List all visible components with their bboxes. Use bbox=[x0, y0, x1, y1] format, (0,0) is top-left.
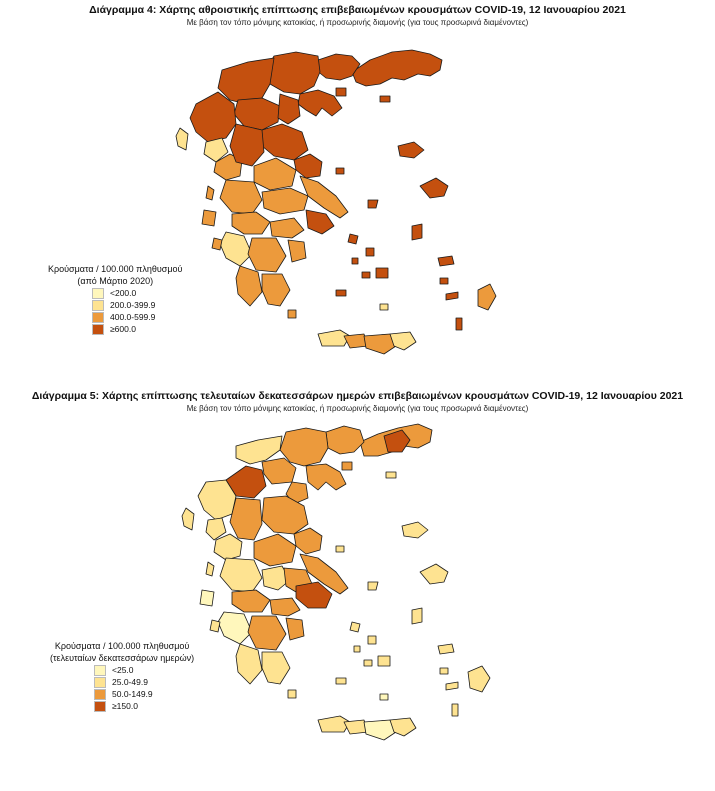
legend-label: 25.0-49.9 bbox=[112, 677, 148, 687]
legend-label: ≥150.0 bbox=[112, 701, 138, 711]
region-argolida bbox=[288, 240, 306, 262]
legend-item bbox=[94, 700, 194, 712]
legend-item bbox=[92, 311, 182, 323]
legend-subtitle: (τελευταίων δεκατεσσάρων ημερών) bbox=[50, 653, 195, 663]
region-ilia bbox=[220, 232, 252, 266]
map-panel-cumulative bbox=[0, 0, 715, 380]
region-lakonia bbox=[262, 652, 290, 684]
legend-title: Κρούσματα / 100.000 πληθυσμού bbox=[48, 264, 183, 274]
legend-item bbox=[94, 688, 194, 700]
map-title: Διάγραμμα 4: Χάρτης αθροιστικής επίπτωσης επιβεβαιωμένων κρουσμάτων COVID-19, 12 Ιανουαρίου 2021 bbox=[89, 4, 626, 16]
region-syros bbox=[354, 646, 360, 652]
map-panel-14-day bbox=[0, 386, 715, 786]
region-paros bbox=[364, 660, 372, 666]
region-fthiotida bbox=[254, 158, 296, 190]
region-santorini bbox=[380, 304, 388, 310]
region-karpathos bbox=[456, 318, 462, 330]
region-syros bbox=[352, 258, 358, 264]
region-paros bbox=[362, 272, 370, 278]
greece-choropleth-map bbox=[0, 386, 715, 786]
region-thasos bbox=[336, 88, 346, 96]
legend-swatch bbox=[92, 312, 104, 323]
region-drama-kavala bbox=[326, 426, 364, 454]
region-west-macedonia bbox=[218, 58, 274, 104]
map-subtitle: Με βάση τον τόπο μόνιμης κατοικίας, ή προσωρινής διαμονής (για τους προσωρινά διαμένοντες) bbox=[186, 404, 529, 413]
region-korinthia bbox=[270, 598, 300, 616]
region-skyros bbox=[368, 200, 378, 208]
region-samos bbox=[438, 644, 454, 654]
region-attica bbox=[306, 210, 334, 234]
region-kefalonia bbox=[202, 210, 216, 226]
region-lefkada bbox=[206, 186, 214, 200]
region-samothraki bbox=[386, 472, 396, 478]
region-aitoloakarnania bbox=[220, 180, 262, 214]
region-chalkidiki bbox=[306, 464, 346, 490]
region-korinthia bbox=[270, 218, 304, 238]
legend-label: <25.0 bbox=[112, 665, 134, 675]
region-corfu bbox=[176, 128, 188, 150]
region-trikala-karditsa bbox=[230, 124, 264, 166]
region-corfu bbox=[182, 508, 194, 530]
region-kythira bbox=[288, 310, 296, 318]
region-naxos bbox=[378, 656, 390, 666]
region-trikala-karditsa bbox=[230, 498, 262, 540]
region-kalymnos bbox=[440, 278, 448, 284]
legend-label: 200.0-399.9 bbox=[110, 300, 156, 310]
region-chalkidiki bbox=[298, 90, 342, 116]
legend-swatch bbox=[94, 701, 106, 712]
region-arkadia bbox=[248, 238, 286, 272]
region-achaia bbox=[232, 590, 270, 612]
region-milos bbox=[336, 290, 346, 296]
region-larisa bbox=[262, 496, 308, 534]
region-ilia bbox=[218, 612, 252, 644]
region-zakynthos bbox=[210, 620, 220, 632]
region-milos bbox=[336, 678, 346, 684]
region-thrace bbox=[352, 50, 442, 86]
legend-label: <200.0 bbox=[110, 288, 137, 298]
region-achaia bbox=[232, 212, 270, 234]
region-lesvos bbox=[420, 564, 448, 584]
region-samothraki bbox=[380, 96, 390, 102]
region-skyros bbox=[368, 582, 378, 590]
region-arkadia bbox=[248, 616, 286, 650]
region-argolida bbox=[286, 618, 304, 640]
region-fthiotida bbox=[254, 534, 296, 566]
legend-swatch bbox=[94, 689, 106, 700]
legend-item bbox=[94, 676, 194, 688]
region-lemnos bbox=[398, 142, 424, 158]
legend-swatch bbox=[94, 677, 106, 688]
region-santorini bbox=[380, 694, 388, 700]
region-magnesia bbox=[294, 154, 322, 178]
region-lefkada bbox=[206, 562, 214, 576]
region-kos bbox=[446, 292, 458, 300]
legend-item bbox=[94, 664, 194, 676]
region-karpathos bbox=[452, 704, 458, 716]
region-magnesia bbox=[294, 528, 322, 554]
region-zakynthos bbox=[212, 238, 222, 250]
legend-swatch bbox=[92, 324, 104, 335]
region-aitoloakarnania bbox=[220, 558, 262, 592]
legend-swatch bbox=[94, 665, 106, 676]
region-sporades bbox=[336, 168, 344, 174]
region-kythira bbox=[288, 690, 296, 698]
map-subtitle: Με βάση τον τόπο μόνιμης κατοικίας, ή προσωρινής διαμονής (για τους προσωρινά διαμένοντες) bbox=[186, 18, 529, 27]
region-rhodes bbox=[468, 666, 490, 692]
region-rhodes bbox=[478, 284, 496, 310]
region-kalymnos bbox=[440, 668, 448, 674]
region-andros bbox=[348, 234, 358, 244]
region-chios bbox=[412, 224, 422, 240]
region-pieria bbox=[278, 94, 300, 124]
region-sporades bbox=[336, 546, 344, 552]
region-chios bbox=[412, 608, 422, 624]
region-naxos bbox=[376, 268, 388, 278]
region-lakonia bbox=[262, 274, 290, 306]
region-andros bbox=[350, 622, 360, 632]
legend-swatch bbox=[92, 288, 104, 299]
region-messinia bbox=[236, 266, 262, 306]
region-tinos-mykonos bbox=[368, 636, 376, 644]
region-messinia bbox=[236, 644, 262, 684]
map-title: Διάγραμμα 5: Χάρτης επίπτωσης τελευταίων δεκατεσσάρων ημερών επιβεβαιωμένων κρουσμάτων COVID-19, 12 Ιανουαρίου 2021 bbox=[31, 390, 684, 402]
region-kefalonia bbox=[200, 590, 214, 606]
region-larisa bbox=[262, 124, 308, 160]
region-lemnos bbox=[402, 522, 428, 538]
region-tinos-mykonos bbox=[366, 248, 374, 256]
legend-title: Κρούσματα / 100.000 πληθυσμού bbox=[54, 641, 190, 651]
region-samos bbox=[438, 256, 454, 266]
map-legend bbox=[50, 640, 194, 712]
legend-item bbox=[92, 323, 182, 335]
region-lesvos bbox=[420, 178, 448, 198]
legend-subtitle: (από Μάρτιο 2020) bbox=[77, 276, 154, 286]
legend-swatch bbox=[92, 300, 104, 311]
region-thasos bbox=[342, 462, 352, 470]
legend-label: 400.0-599.9 bbox=[110, 312, 156, 322]
legend-item bbox=[92, 299, 182, 311]
legend-item bbox=[92, 287, 182, 299]
region-fokida-viotia bbox=[262, 188, 308, 214]
legend-label: 50.0-149.9 bbox=[112, 689, 153, 699]
legend-label: ≥600.0 bbox=[110, 324, 136, 334]
map-legend bbox=[48, 263, 182, 335]
region-kos bbox=[446, 682, 458, 690]
